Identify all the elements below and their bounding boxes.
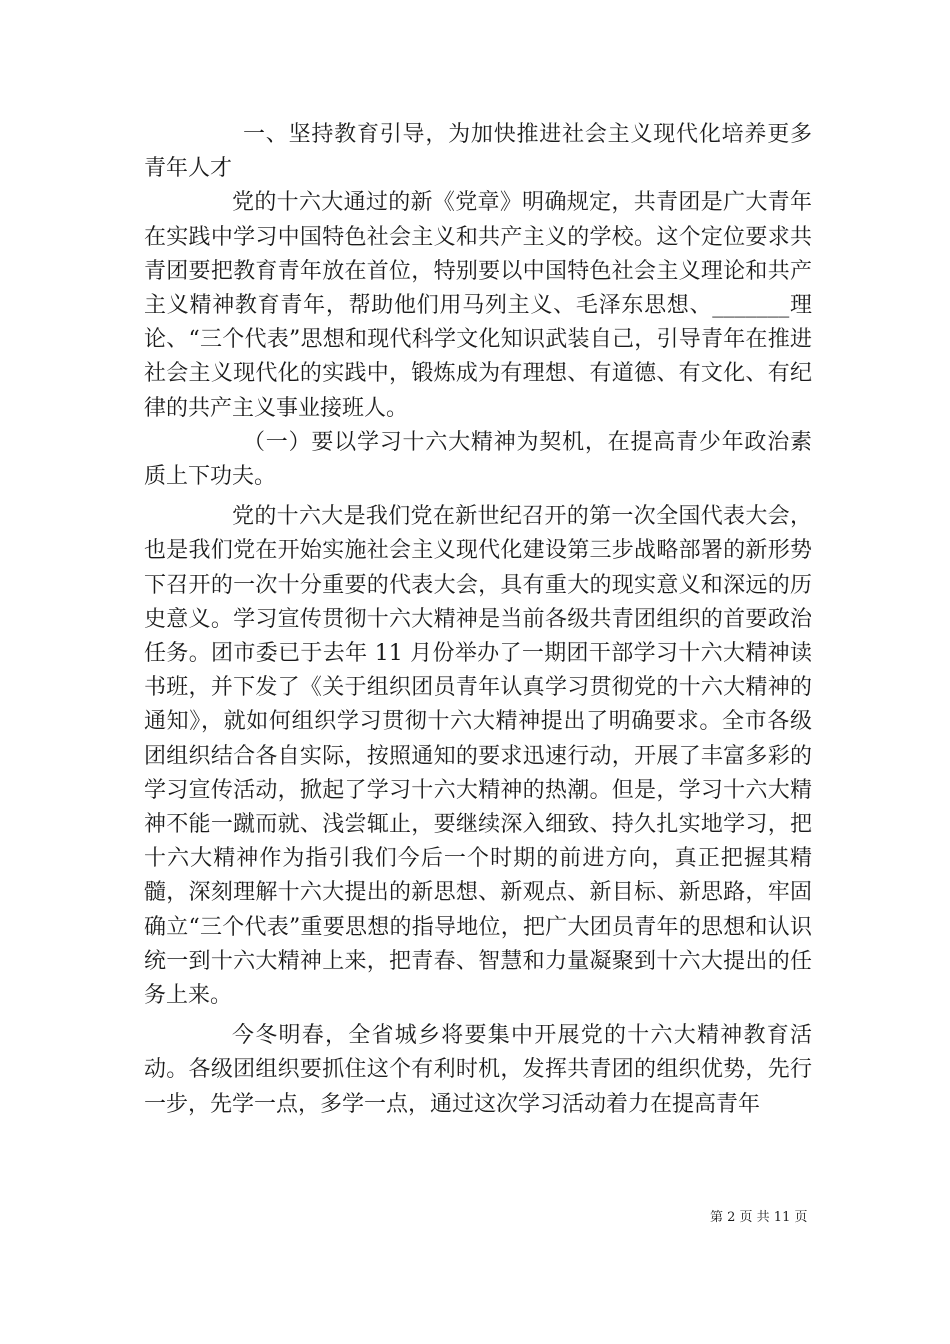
- subsection-heading: （一）要以学习十六大精神为契机，在提高青少年政治素质上下功夫。: [144, 429, 812, 490]
- body-paragraph: 党的十六大通过的新《党章》明确规定，共青团是广大青年在实践中学习中国特色社会主义和共产主义的学校。这个定位要求共青团要把教育青年放在首位，特别要以中国特色社会主义理论和共产主义精神教育青年，帮助他们用马列主义、毛泽东思想、_______理论、“三个代表”思想和现代科学文化知识武装自己，引导青年在推进社会主义现代化的实践中，锻炼成为有理想、有道德、有文化、有纪律的共产主义事业接班人。: [144, 190, 812, 421]
- document-page: [144, 118, 812, 1122]
- body-paragraph: 今冬明春，全省城乡将要集中开展党的十六大精神教育活动。各级团组织要抓住这个有利时机，发挥共青团的组织优势，先行一步，先学一点，多学一点，通过这次学习活动着力在提高青年: [144, 1023, 812, 1117]
- page-number: 第 2 页 共 11 页: [710, 1210, 808, 1225]
- body-paragraph: 党的十六大是我们党在新世纪召开的第一次全国代表大会，也是我们党在开始实施社会主义现代化建设第三步战略部署的新形势下召开的一次十分重要的代表大会，具有重大的现实意义和深远的历史意义。学习宣传贯彻十六大精神是当前各级共青团组织的首要政治任务。团市委已于去年 11 月份举办了一期团干部学习十六大精神读书班，并下发了《关于组织团员青年认真学习贯彻党的十六大精神的通知》，就如何组织学习贯彻十六大精神提出了明确要求。全市各级团组织结合各自实际，按照通知的要求迅速行动，开展了丰富多彩的学习宣传活动，掀起了学习十六大精神的热潮。但是，学习十六大精神不能一蹴而就、浅尝辄止，要继续深入细致、持久扎实地学习，把十六大精神作为指引我们今后一个时期的前进方向，真正把握其精髓，深刻理解十六大提出的新思想、新观点、新目标、新思路，牢固确立“三个代表”重要思想的指导地位，把广大团员青年的思想和认识统一到十六大精神上来，把青春、智慧和力量凝聚到十六大提出的任务上来。: [144, 504, 812, 1009]
- section-heading: 一、坚持教育引导，为加快推进社会主义现代化培养更多青年人才: [144, 122, 812, 182]
